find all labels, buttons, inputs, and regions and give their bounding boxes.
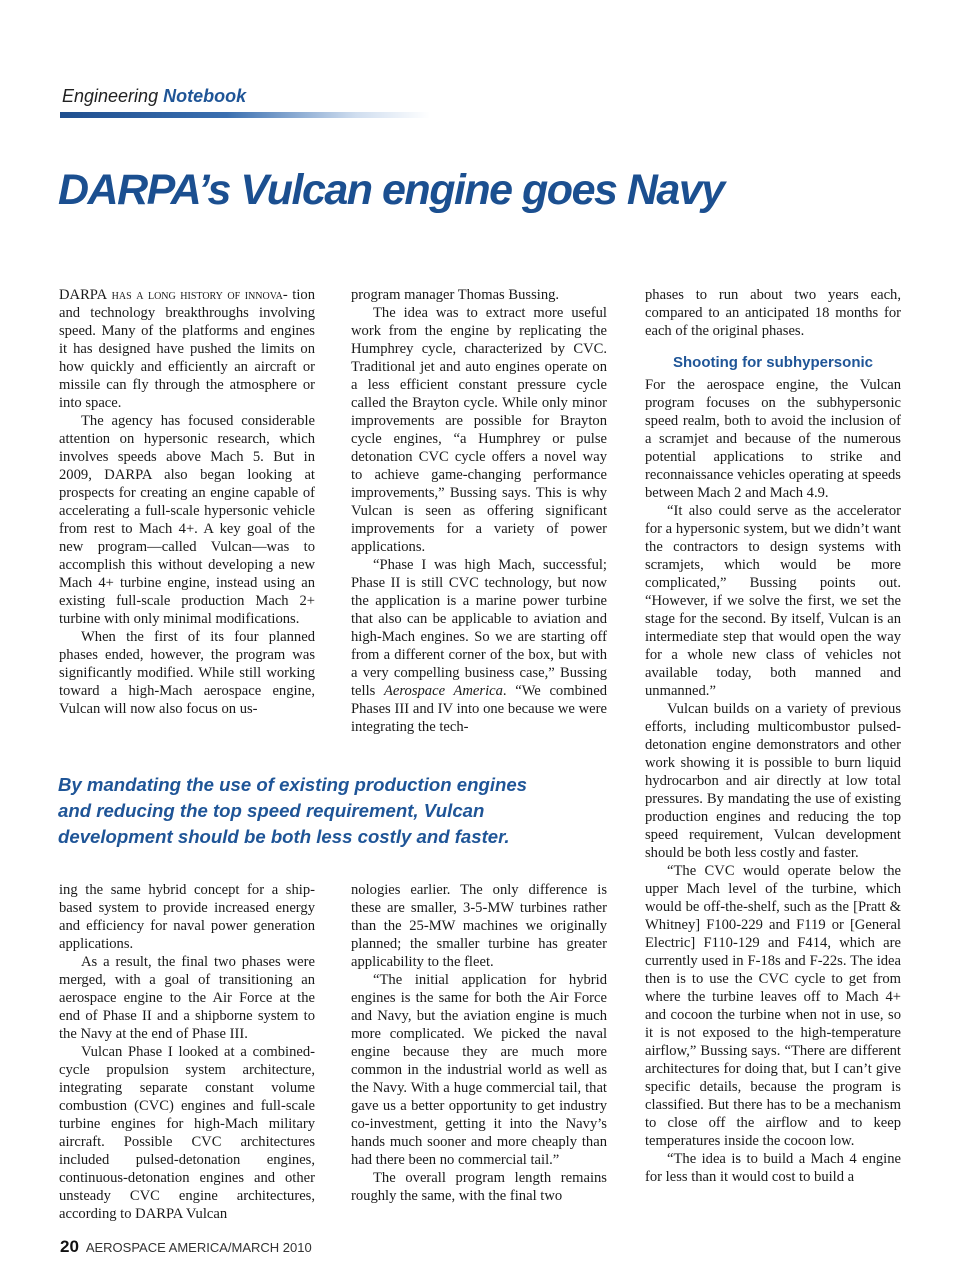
paragraph: The overall program length remains roughly the same, with the final two [351,1170,607,1204]
publication-name: Aerospace America [384,683,503,699]
column-1-bottom [59,881,315,1223]
column-3 [645,286,901,1186]
paragraph: Vulcan builds on a variety of previous efforts, including multicombustor pulsed-detonation engine demonstrators and other work showing it is possible to burn liquid hydrocarbon and air directly at low total pressures. By mandating the use of existing production engines and reducing the top speed requirement, Vulcan development should be both less costly and faster. [645,701,901,861]
lead-smallcaps: has a long history of innova- [107,287,288,303]
publication-line: AEROSPACE AMERICA/MARCH 2010 [85,1240,312,1255]
paragraph: The agency has focused considerable attention on hypersonic research, which involves speeds above Mach 5. But in 2009, DARPA also began looking at prospects for creating an engine capable of accelerating a full-scale hypersonic vehicle from rest to Mach 4+. A key goal of the new program—called Vulcan—was to accomplish this without developing a new Mach 4+ turbine engine, instead using an existing full-scale production Mach 2+ turbine with only minimal modifications. [59,413,315,627]
paragraph: “The initial application for hybrid engines is the same for both the Air Force and Navy, but the aviation engine is much more complicated. We picked the naval engine because they are much more common in the industrial world as well as the Navy. With a huge commercial tail, that gave us a better opportunity to get industry co-investment, getting it into the Navy’s hands much sooner and more cheaply than had there been no commercial tail.” [351,972,607,1168]
paragraph: “It also could serve as the accelerator for a hypersonic system, but we didn’t want the contractors to design systems with scramjets, which would be more complicated,” Bussing points out. “However, if we solve the first, we set the stage for the second. By itself, Vulcan is an intermediate step that would open the way for a whole new class of vehicles not available today, both manned and unmanned.” [645,503,901,699]
page-footer [60,1237,312,1257]
article-headline: DARPA’s Vulcan engine goes Navy [58,166,724,214]
column-2-bottom [351,881,607,1205]
column-2-top [351,286,607,736]
paragraph: nologies earlier. The only difference is these are smaller, 3-5-MW turbines rather than the 25-MW machines we originally planned; the smaller turbine has greater applicability to the fleet. [351,882,607,970]
paragraph: ing the same hybrid concept for a ship-based system to provide increased energy and efficiency for naval power generation applications. [59,882,315,952]
paragraph: When the first of its four planned phases ended, however, the program was significantly modified. While still working toward a high-Mach aerospace engine, Vulcan will now also focus on us- [59,629,315,717]
paragraph: phases to run about two years each, compared to an anticipated 18 months for each of the original phases. [645,287,901,339]
paragraph-text: . “We combined Phases III and IV into one because we were integrating the tech- [351,683,607,735]
page-number: 20 [60,1237,79,1256]
paragraph: “The idea is to build a Mach 4 engine for less than it would cost to build a [645,1151,901,1185]
pull-quote: By mandating the use of existing production engines and reducing the top speed requirement, Vulcan development should be both less costly and faster. [58,774,528,847]
section-label-plain: Engineering [62,86,164,106]
paragraph [351,556,607,736]
section-divider [60,112,430,118]
lead-paragraph [59,286,315,412]
paragraph: The idea was to extract more useful work from the engine by replicating the Humphrey cycle, characterized by CVC. Traditional jet and auto engines operate on a less efficient constant pressure cycle called the Brayton cycle. While only minor improvements are possible for Brayton cycle engines, “a Humphrey or pulse detonation CVC cycle offers a novel way to achieve game-changing performance improvements,” Bussing says. This is why Vulcan is seen as offering significant improvements for a variety of power applications. [351,305,607,555]
section-label-accent: Notebook [163,86,247,106]
paragraph: “The CVC would operate below the upper Mach level of the turbine, which would be off-the-shelf, such as the [Pratt & Whitney] F100-229 and F119 or [General Electric] F110-129 and F414, which are currently used in F-18s and F-22s. The idea then is to use the CVC cycle to get from where the turbine leaves off to Mach 4+ and cocoon the turbine when not in use, so it is not exposed to the high-temperature airflow,” Bussing says. “There are different architectures for doing that, but I can’t give specific details, because the program is classified. But there has to be a mechanism to close off the airflow and to keep temperatures inside the cocoon low. [645,863,901,1149]
section-label [62,86,246,107]
paragraph-text: “Phase I was high Mach, successful; Phase II is still CVC technology, but now the application is a marine power turbine that also can be applicable to aviation and high-Mach engines. So we are starting off from a different corner of the box, but with a very compelling business case,” Bussing tells [351,557,607,699]
lead-rest: tion and technology breakthroughs involving speed. Many of the platforms and engines it has designed have pushed the limits on how quickly and efficiently an aircraft or missile can fly through the atmosphere or into space. [59,287,315,411]
column-1-top [59,286,315,718]
paragraph: program manager Thomas Bussing. [351,287,560,303]
paragraph: Vulcan Phase I looked at a combined-cycle propulsion system architecture, integrating separate constant volume combustion (CVC) engines and full-scale turbine engines for high-Mach military aircraft. Possible CVC architectures included pulsed-detonation engines, continuous-detonation engines and other unsteady CVC engine architectures, according to DARPA Vulcan [59,1044,315,1222]
lead-word: DARPA [59,287,108,303]
paragraph: For the aerospace engine, the Vulcan program focuses on the subhypersonic speed realm, both to avoid the inclusion of a scramjet and because of the numerous potential applications to strike and reconnaissance vehicles operating at speeds between Mach 2 and Mach 4.9. [645,377,901,501]
subheading: Shooting for subhypersonic [672,354,873,371]
paragraph: As a result, the final two phases were merged, with a goal of transitioning an aerospace engine to the Air Force at the end of Phase II and a shipborne system to the Navy at the end of Phase III. [59,954,315,1042]
